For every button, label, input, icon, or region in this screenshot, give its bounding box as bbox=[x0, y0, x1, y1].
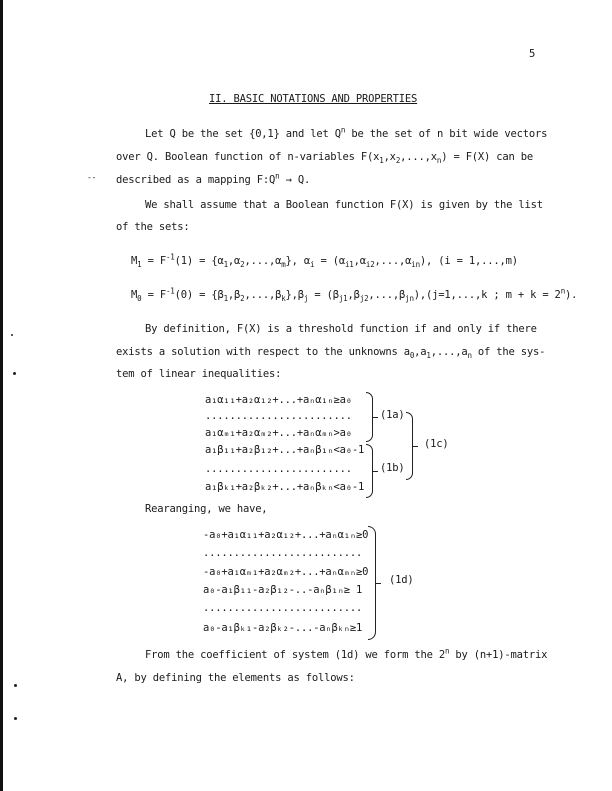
brace-1d bbox=[368, 526, 376, 640]
sys2-row-4: a₀-a₁βₖ₁-a₂βₖ₂-...-aₙβₖₙ≥1 bbox=[203, 622, 363, 634]
sys1-row-2: a₁αₘ₁+a₂αₘ₂+...+aₙαₘₙ>a₀ bbox=[205, 427, 352, 439]
sys1-row-1: a₁α₁₁+a₂α₁₂+...+aₙα₁ₙ≥a₀ bbox=[205, 394, 352, 406]
brace-1b bbox=[366, 444, 373, 498]
para2-line1: We shall assume that a Boolean function F(X) is given by the list bbox=[145, 199, 543, 211]
brace-1a bbox=[366, 392, 373, 442]
para1-line3: described as a mapping $F:Q^n \to Q$. bbox=[116, 171, 311, 186]
sys2-dots-2: .......................... bbox=[203, 602, 363, 614]
margin-mark: -- bbox=[87, 173, 97, 182]
para3-line1: By definition, F(X) is a threshold function if and only if there bbox=[145, 323, 537, 335]
para2-line2: of the sets: bbox=[116, 221, 190, 233]
label-1b: (1b) bbox=[380, 462, 405, 474]
sys2-row-2: -a₀+a₁αₘ₁+a₂αₘ₂+...+aₙαₘₙ≥0 bbox=[203, 566, 369, 578]
scan-speck bbox=[14, 717, 17, 720]
para1-line1: Let Q be the set {0,1} and let $Q^n$ be the set of n bit wide vectors bbox=[145, 125, 548, 140]
para3-line3: tem of linear inequalities: bbox=[116, 368, 282, 380]
label-1a: (1a) bbox=[380, 409, 405, 421]
para1-line2: over Q. Boolean function of n-variables $F(x_1,x_2,...,x_n) = F(X)$ can be bbox=[116, 151, 534, 166]
sys1-dots-2: ........................ bbox=[205, 463, 352, 475]
rearranging-text: Rearanging, we have, bbox=[145, 503, 268, 515]
sys1-dots-1: ........................ bbox=[205, 410, 352, 422]
label-1c: (1c) bbox=[424, 438, 449, 450]
page-number: 5 bbox=[529, 48, 536, 60]
para4-line1: From the coefficient of system (1d) we form the 2$^n$ by (n+1)-matrix bbox=[145, 646, 548, 661]
scan-speck bbox=[14, 684, 17, 687]
m0-equation: $M_0 = F^{-1}(0) = \{\beta_1,\beta_2,...,\beta_k\},\beta_j = (\beta_{j1},\beta_{j2},...,\beta_{jn}),(j=1,...,k$ ; $m + k = 2^n$). bbox=[131, 286, 578, 304]
brace-1c bbox=[406, 412, 413, 480]
left-scan-edge bbox=[0, 0, 3, 791]
para3-line2: exists a solution with respect to the unknowns $a_0,a_1,...,a_n$ of the sys- bbox=[116, 346, 546, 361]
para4-line2: A, by defining the elements as follows: bbox=[116, 672, 355, 684]
sys2-row-3: a₀-a₁β₁₁-a₂β₁₂-..-aₙβ₁ₙ≥ 1 bbox=[203, 584, 363, 596]
scan-speck bbox=[11, 334, 13, 336]
sys1-row-4: a₁βₖ₁+a₂βₖ₂+...+aₙβₖₙ<a₀-1 bbox=[205, 481, 365, 493]
section-title: II. BASIC NOTATIONS AND PROPERTIES bbox=[209, 93, 418, 105]
scan-speck bbox=[13, 372, 16, 375]
sys2-dots-1: .......................... bbox=[203, 547, 363, 559]
sys2-row-1: -a₀+a₁α₁₁+a₂α₁₂+...+aₙα₁ₙ≥0 bbox=[203, 529, 369, 541]
sys1-row-3: a₁β₁₁+a₂β₁₂+...+aₙβ₁ₙ<a₀-1 bbox=[205, 444, 365, 456]
label-1d: (1d) bbox=[389, 574, 414, 586]
m1-equation: $M_1 = F^{-1}(1) = \{\alpha_1,\alpha_2,...,\alpha_m\}$, $\alpha_i = (\alpha_{i1},\alpha_{i2},...,\alpha_{in})$, (i = 1,...,m) bbox=[131, 252, 518, 270]
